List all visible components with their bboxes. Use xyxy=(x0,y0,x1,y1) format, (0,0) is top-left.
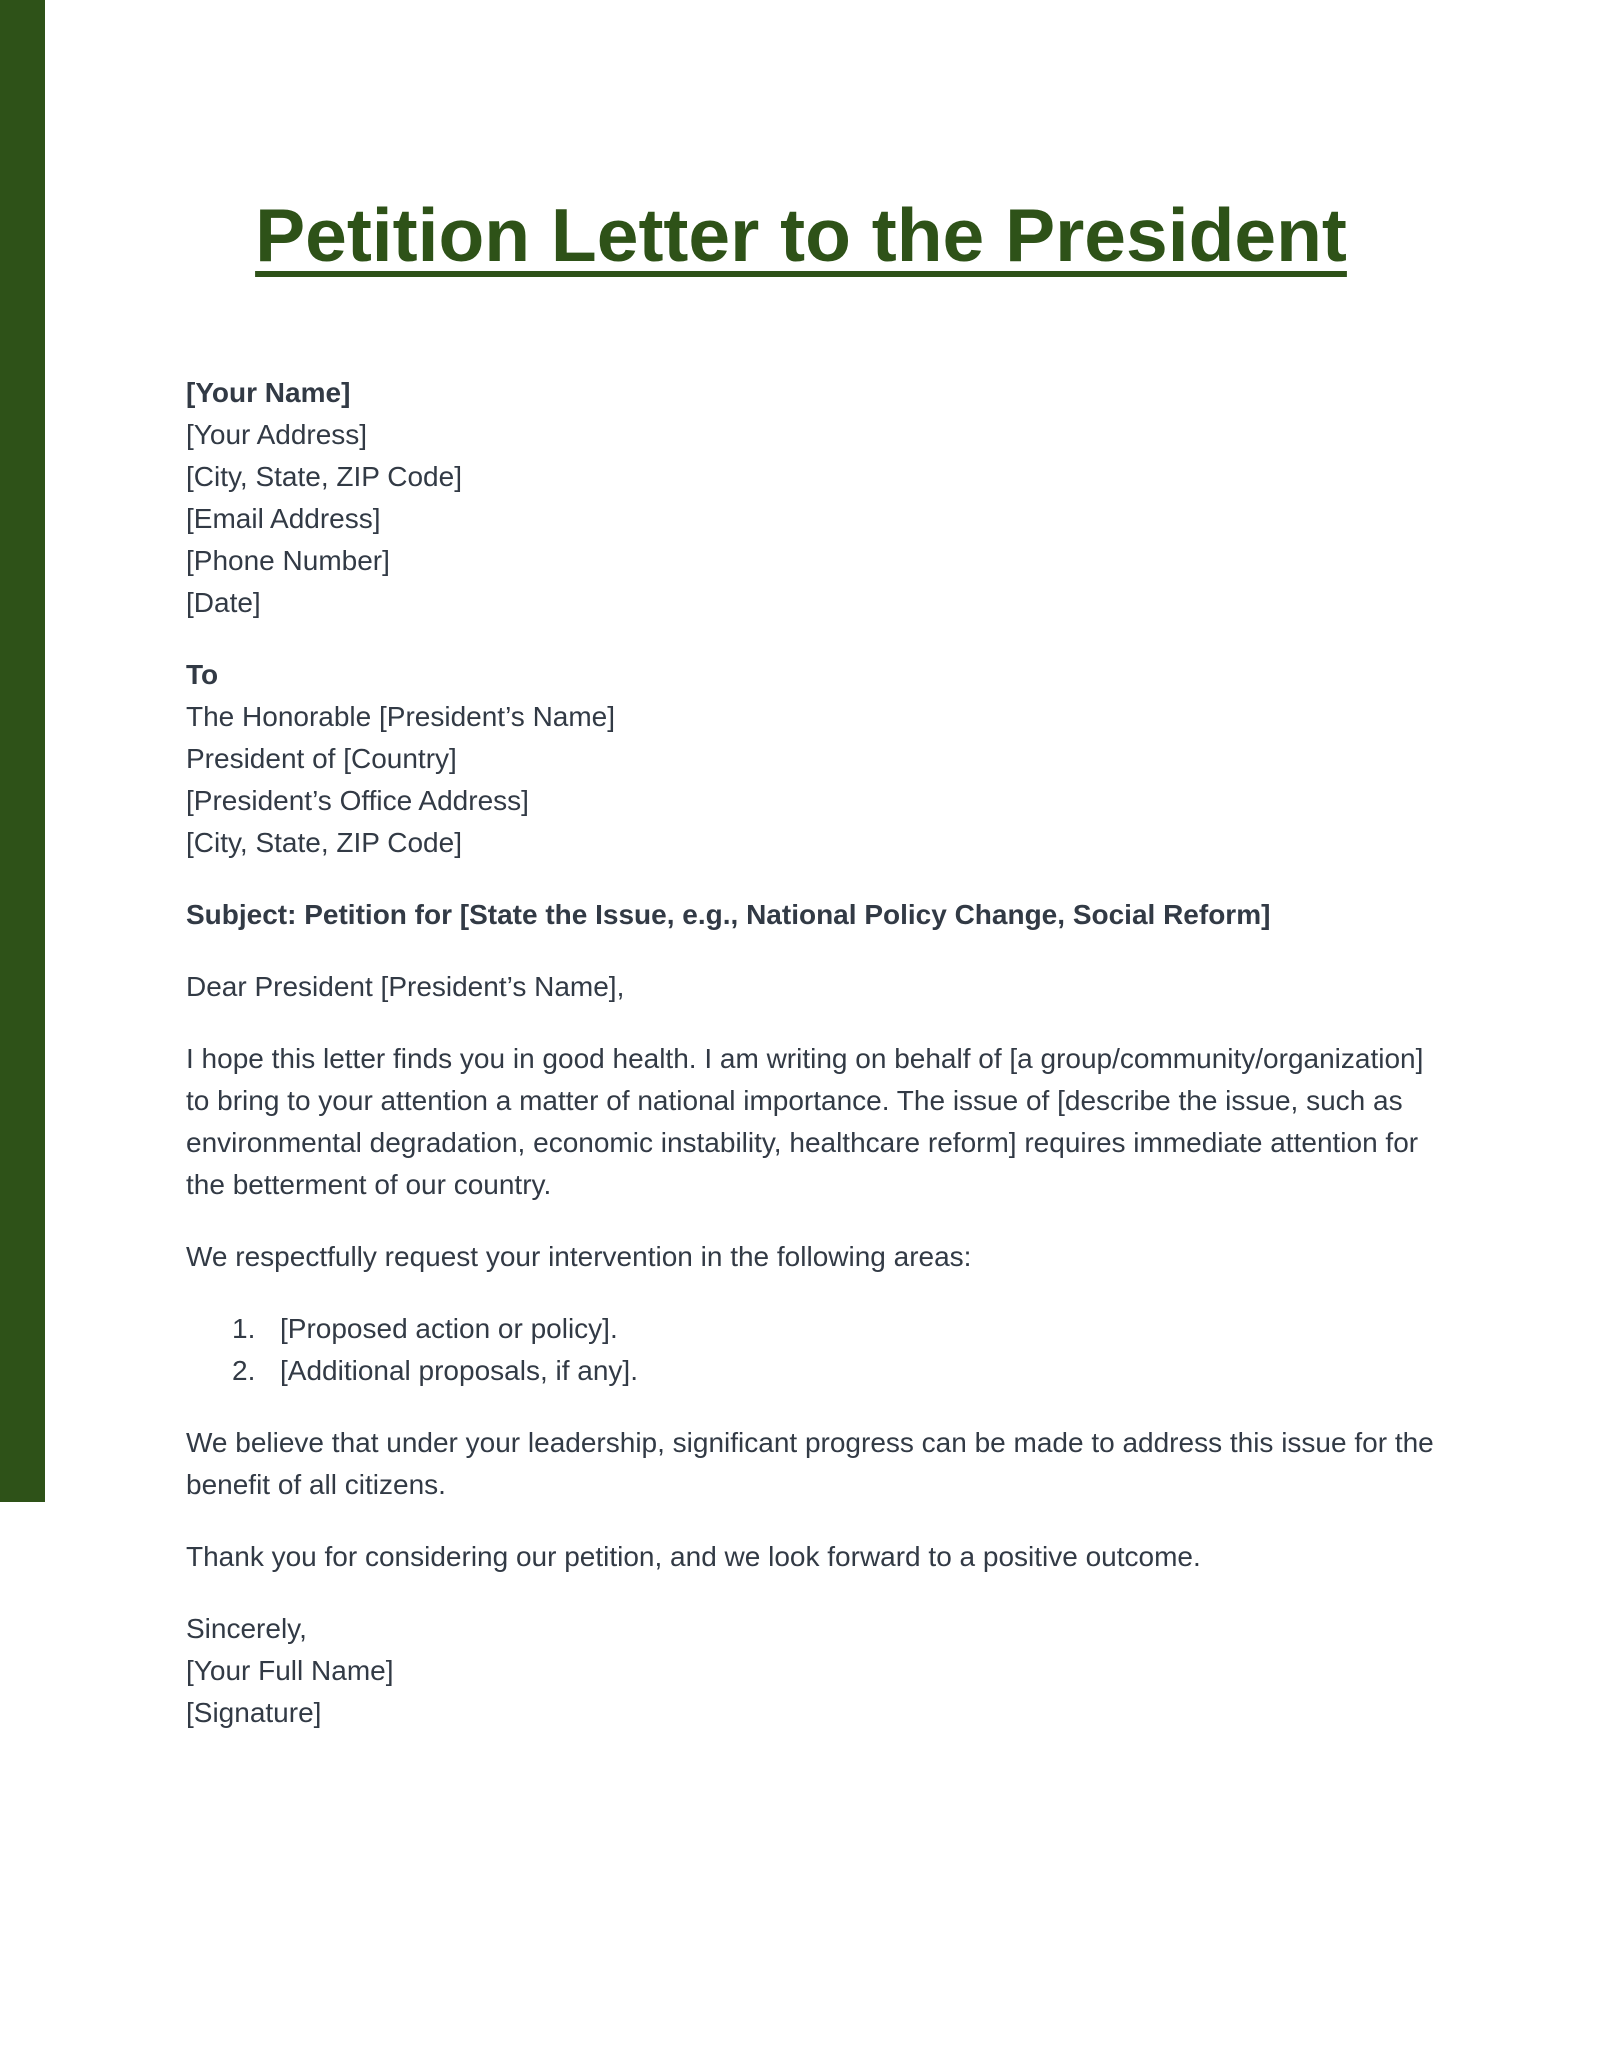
sender-email: [Email Address] xyxy=(186,503,381,534)
request-paragraph: We respectfully request your intervention in the following areas: xyxy=(186,1241,972,1272)
side-accent-bar xyxy=(0,0,45,1502)
recipient-honorific-name: The Honorable [President’s Name] xyxy=(186,701,616,732)
recipient-role: President of [Country] xyxy=(186,743,457,774)
subject-line: Subject: Petition for [State the Issue, e.g., National Policy Change, Social Reform] xyxy=(186,899,1271,930)
list-item: [Proposed action or policy]. xyxy=(280,1313,618,1344)
sender-city-state-zip: [City, State, ZIP Code] xyxy=(186,461,462,492)
list-item: [Additional proposals, if any]. xyxy=(280,1355,638,1386)
proposals-list xyxy=(186,1308,1446,1392)
recipient-block xyxy=(186,654,1446,864)
closing-block xyxy=(186,1608,1446,1734)
recipient-to-label: To xyxy=(186,659,219,690)
letter-page xyxy=(186,190,1446,1764)
full-name: [Your Full Name] xyxy=(186,1655,394,1686)
sender-block xyxy=(186,372,1446,624)
recipient-city-state-zip: [City, State, ZIP Code] xyxy=(186,827,462,858)
letter-date: [Date] xyxy=(186,587,261,618)
belief-paragraph: We believe that under your leadership, significant progress can be made to address this issue for the benefit of all citizens. xyxy=(186,1427,1434,1500)
salutation: Dear President [President’s Name], xyxy=(186,971,625,1002)
sign-off: Sincerely, xyxy=(186,1613,307,1644)
thanks-paragraph: Thank you for considering our petition, and we look forward to a positive outcome. xyxy=(186,1541,1201,1572)
intro-paragraph: I hope this letter finds you in good health. I am writing on behalf of [a group/community/organization] to bring to your attention a matter of national importance. The issue of [describe the issue, such as environmental degradation, economic instability, healthcare reform] requires immediate attention for the betterment of our country. xyxy=(186,1043,1424,1200)
sender-phone: [Phone Number] xyxy=(186,545,390,576)
sender-address: [Your Address] xyxy=(186,419,368,450)
recipient-office-address: [President’s Office Address] xyxy=(186,785,529,816)
sender-name: [Your Name] xyxy=(186,377,351,408)
document-title: Petition Letter to the President xyxy=(255,193,1347,277)
signature: [Signature] xyxy=(186,1697,322,1728)
